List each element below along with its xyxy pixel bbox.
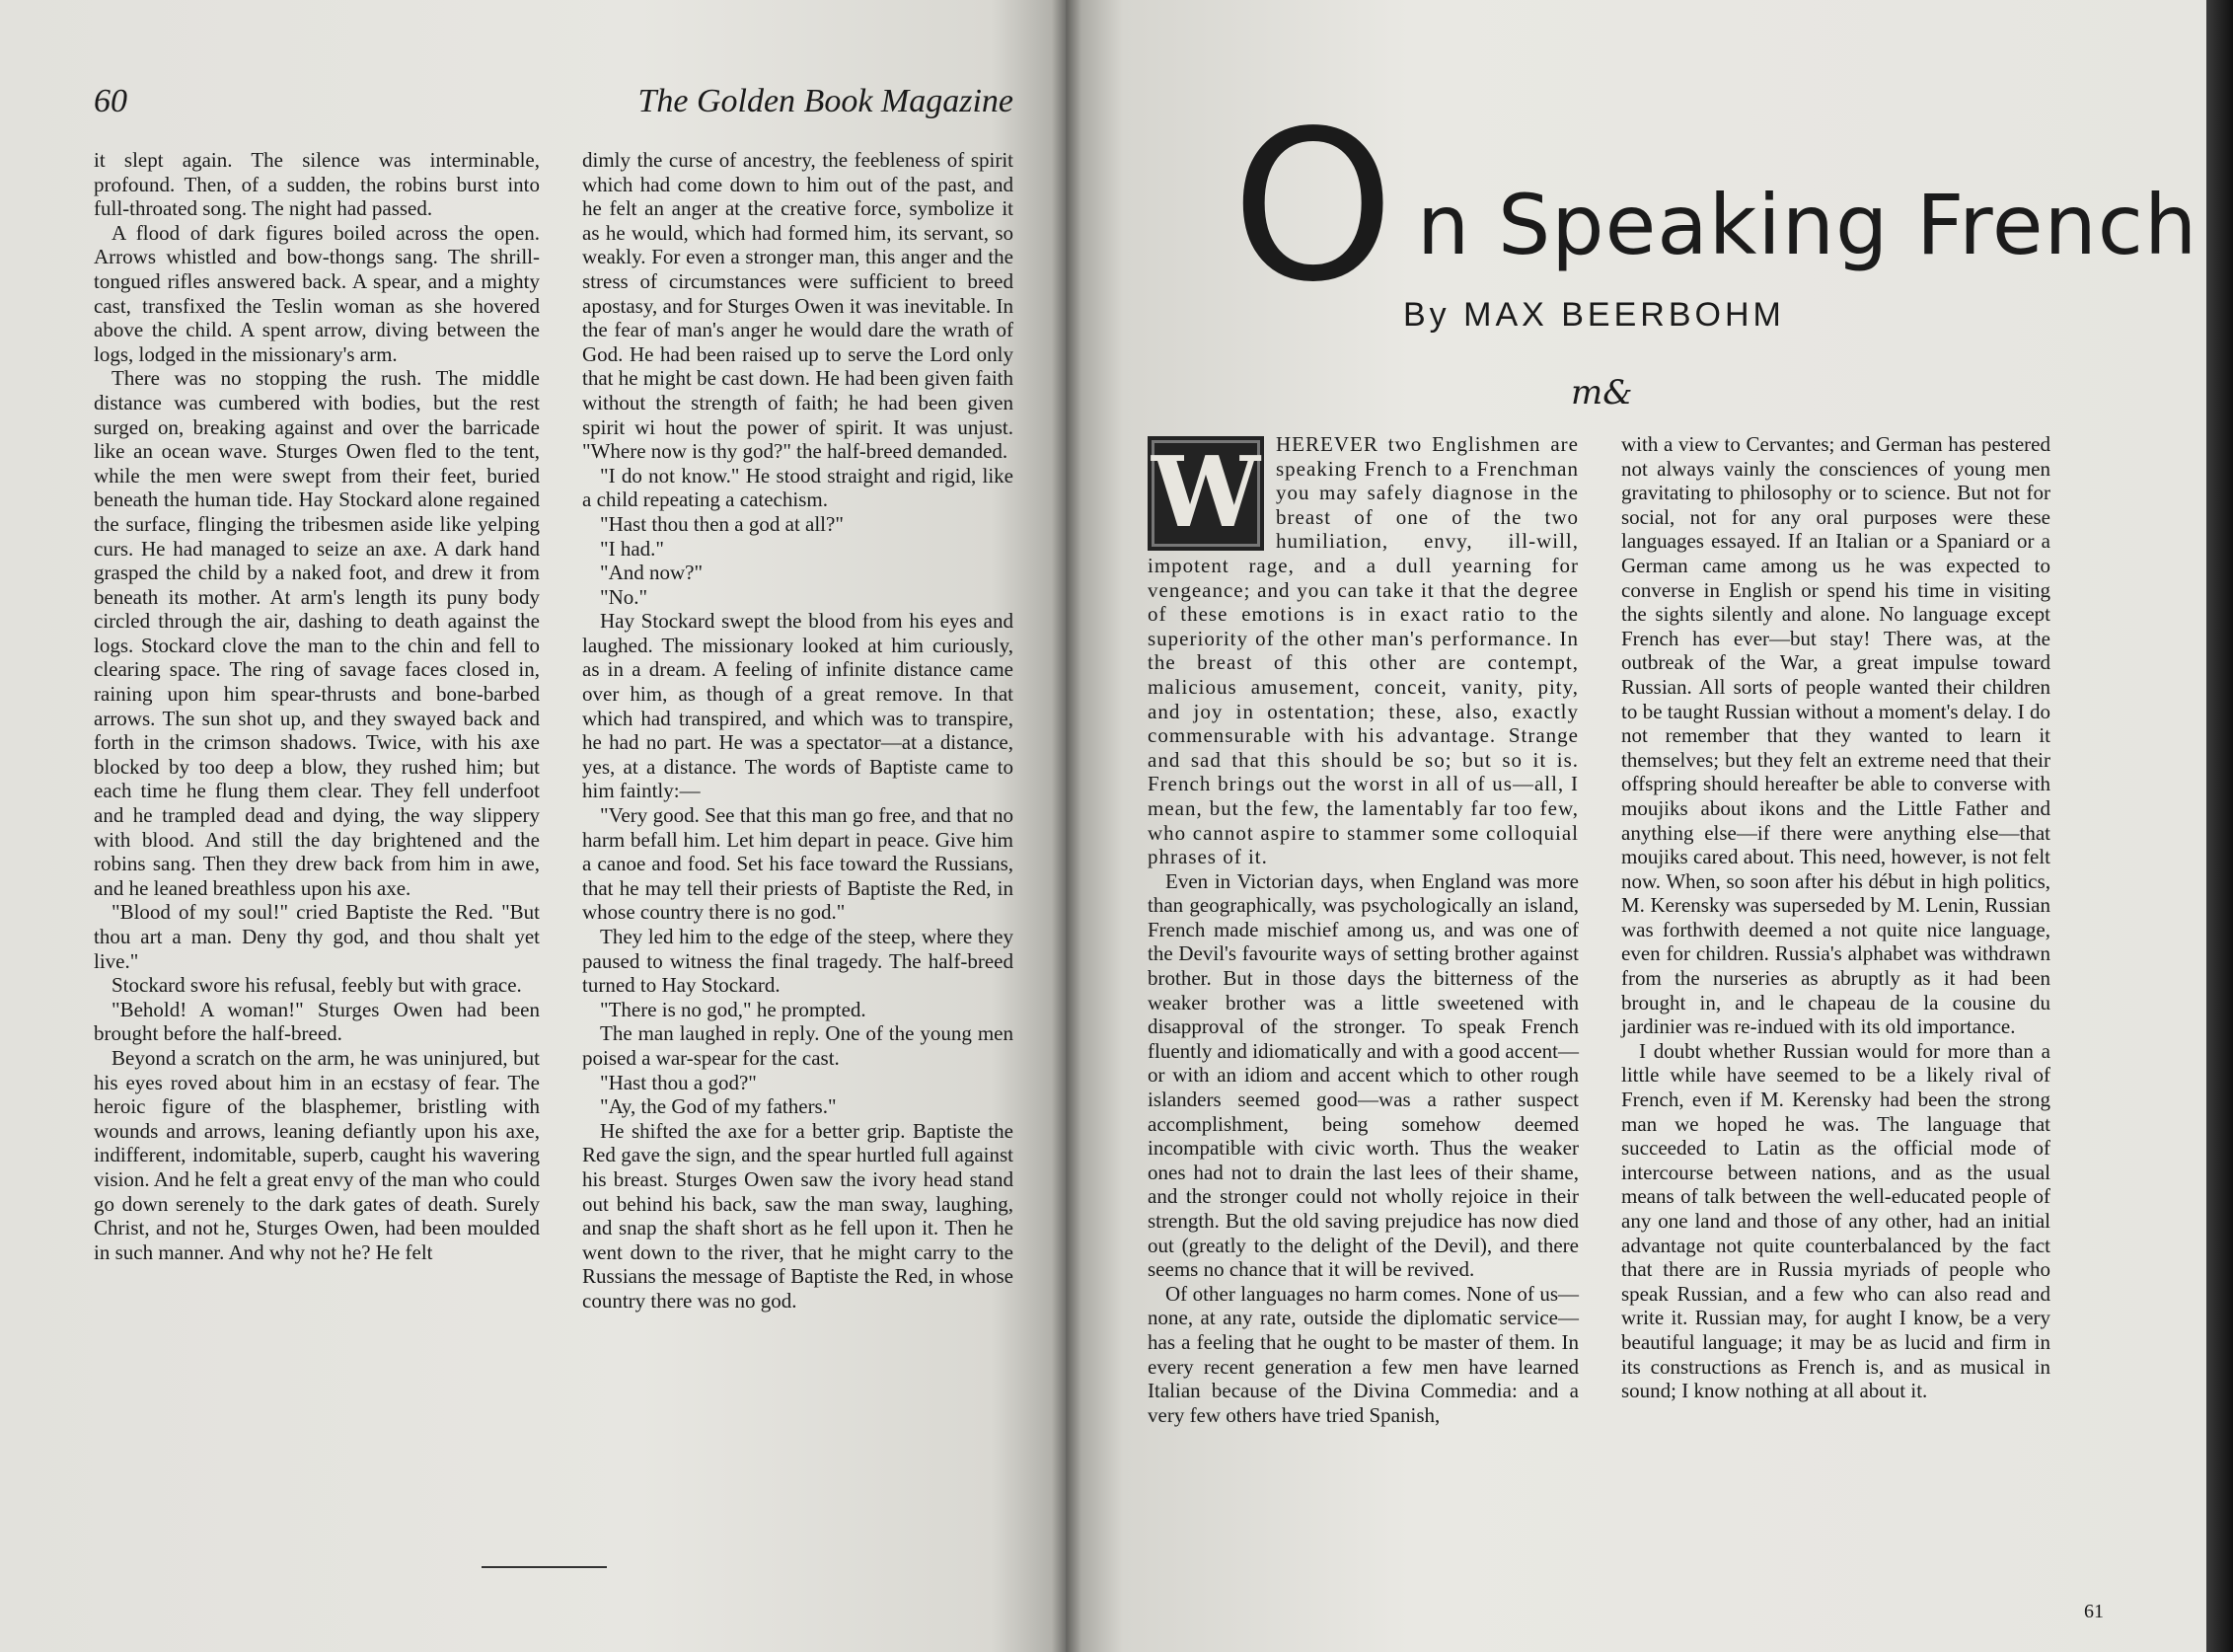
right-column-1 bbox=[1148, 432, 1579, 1427]
paragraph: The man laughed in reply. One of the young men poised a war-spear for the cast. bbox=[582, 1021, 1013, 1070]
running-head bbox=[94, 83, 1013, 132]
paragraph: Of other languages no harm comes. None of us—none, at any rate, outside the diplomatic service—has a feeling that he ought to be master of them. In every recent generation a few men have learned Italian because of the Divina Commedia: and a very few others have tried Spanish, bbox=[1148, 1281, 1579, 1427]
paragraph: I doubt whether Russian would for more than a little while have seemed to be a likely rival of French, even if M. Kerensky had been the strong man we hoped he was. The language that succeeded to Latin as the official mode of intercourse between nations, and as the usual means of talk between the well-educated people of any one land and those of any other, had an initial advantage not quite counterbalanced by the fact that there are in Russia myriads of people who speak Russian, and a few who can also read and write it. Russian may, for aught I know, be a very beautiful language; it may be as lucid and firm in its constructions as French is, and as musical in sound; I know nothing at all about it. bbox=[1621, 1038, 2050, 1403]
paragraph: He shifted the axe for a better grip. Baptiste the Red gave the sign, and the spear hurtled full against his breast. Sturges Owen saw the ivory head stand out behind his back, saw the man sway, laughing, and snap the shaft short as he fell upon it. Then he went down to the river, that he might carry to the Russians the message of Baptiste the Red, in whose country there was no god. bbox=[582, 1118, 1013, 1313]
end-rule bbox=[482, 1566, 607, 1568]
paragraph: "And now?" bbox=[600, 561, 704, 585]
paragraph: with a view to Cervantes; and German has pestered not always vainly the consciences of young men gravitating to philosophy or to science. But not for social, not for any oral purposes were these languages essayed. If an Italian or a Spaniard or a German came among us he was expected to converse in English or spend his time in visiting the sights silently and alone. No language except French has ever—but stay! There was, at the outbreak of the War, a great impulse toward Russian. All sorts of people wanted their children to be taught Russian without a moment's delay. I do not remember that they wanted to learn it themselves; but they felt an extreme need that their offspring should hereafter be able to converse with moujiks about ikons and the Little Father and anything else—if there were anything else—that moujiks cared about. This need, however, is not felt now. When, so soon after his début in high politics, M. Kerensky was superseded by M. Lenin, Russian was forthwith deemed a not quite nice language, even for children. Russia's alphabet was withdrawn from the nurseries as abruptly as it had been brought in, and le chapeau de la cousine du jardinier was re-indued with its old importance. bbox=[1621, 432, 2050, 1039]
magazine-title: The Golden Book Magazine bbox=[637, 83, 1013, 119]
paragraph: "Blood of my soul!" cried Baptiste the Red. "But thou art a man. Deny thy god, and thou shalt yet live." bbox=[94, 900, 540, 973]
page-number-right: 61 bbox=[2084, 1601, 2104, 1622]
paragraph: "Very good. See that this man go free, and that no harm befall him. Let him depart in peace. Give him a canoe and food. Set his face toward the Russians, that he may tell their priests of Baptiste the Red, in whose country there is no god." bbox=[582, 803, 1013, 925]
title-initial: O bbox=[1231, 86, 1391, 328]
paragraph: it slept again. The silence was interminable, profound. Then, of a sudden, the robins burst into full-throated song. The night had passed. bbox=[94, 148, 540, 221]
paragraph: They led him to the edge of the steep, where they paused to witness the final tragedy. The half-breed turned to Hay Stockard. bbox=[582, 925, 1013, 998]
paragraph: Even in Victorian days, when England was more than geographically, was psychologically an island, French made mischief among us, and was one of the Devil's favourite ways of setting brother against brother. But in those days the bitterness of the weaker brother was a little sweetened with disapproval of the stronger. To speak French fluently and idiomatically and with a good accent—or with an idiom and accent which to other rough islanders seemed good—was a rather suspect accomplishment, being somehow deemed incompatible with civic worth. Thus the weaker ones had not to drain the last lees of their shame, and the stronger could not wholly rejoice in their strength. But the old saving prejudice has now died out (greatly to the delight of the Devil), and there seems no chance that it will be revived. bbox=[1148, 868, 1579, 1282]
paragraph: HEREVER two Englishmen are speaking French to a Frenchman you may safely diagnose in the breast of one of the two humiliation, envy, ill-will, impotent rage, and a dull yearning for vengeance; and you can take it that the degree of these emotions is in exact ratio to the superiority of the other man's performance. In the breast of this other are contempt, malicious amusement, conceit, vanity, pity, and joy in ostentation; these, also, exactly commensurable with his advantage. Strange and sad that this should be so; but so it is. French brings out the worst in all of us—all, I mean, but the few, the lamentably far too few, who cannot aspire to stammer some colloquial phrases of it. bbox=[1148, 432, 1579, 869]
left-column-1 bbox=[94, 148, 540, 1264]
paragraph: "Hast thou then a god at all?" bbox=[600, 511, 844, 536]
paragraph: dimly the curse of ancestry, the feebleness of spirit which had come down to him out of the past, and he felt an anger at the creative force, symbolize it as he would, which had formed him, its servant, so weakly. For even a stronger man, this anger and the stress of circumstances were sufficient to breed apostasy, and for Sturges Owen it was inevitable. In the fear of man's anger he would dare the wrath of God. He had been raised up to serve the Lord only that he might be cast down. He had been given faith without the strength of faith; he had been given spirit wi hout the power of spirit. It was unjust. "Where now is thy god?" the half-breed demanded. bbox=[582, 148, 1013, 464]
paragraph: "I do not know." He stood straight and rigid, like a child repeating a catechism. bbox=[582, 463, 1013, 512]
page-number-left: 60 bbox=[94, 83, 127, 119]
paragraph: A flood of dark figures boiled across the open. Arrows whistled and bow-thongs sang. The shrill-tongued rifles answered back. A spear, and a mighty cast, transfixed the Teslin woman as she hovered above the child. A spent arrow, diving between the logs, lodged in the missionary's arm. bbox=[94, 220, 540, 366]
paragraph: "Hast thou a god?" bbox=[600, 1070, 757, 1094]
book-gutter bbox=[1052, 0, 1081, 1652]
paragraph: "There is no god," he prompted. bbox=[600, 997, 866, 1021]
title-text: n Speaking French bbox=[1417, 177, 2198, 273]
paragraph: Stockard swore his refusal, feebly but with grace. bbox=[112, 973, 522, 998]
paragraph: Hay Stockard swept the blood from his eyes and laughed. The missionary looked at him curiously, as in a dream. A feeling of infinite distance came over him, as though of a great remove. In that which had transpired, and which was to transpire, he had no part. He was a spectator—at a distance, yes, at a distance. The words of Baptiste came to him faintly:— bbox=[582, 609, 1013, 803]
left-column-2 bbox=[582, 148, 1013, 1314]
paragraph: "No." bbox=[600, 584, 648, 609]
page-edge bbox=[2206, 0, 2233, 1652]
paragraph: "I had." bbox=[600, 536, 664, 561]
paragraph: Beyond a scratch on the arm, he was uninjured, but his eyes roved about him in an ecstasy of fear. The heroic figure of the blasphemer, bristling with wounds and arrows, leaning defiantly upon his axe, indifferent, indomitable, superb, caught his wavering vision. And he felt a great envy of the man who could go down serenely to the dark gates of death. Surely Christ, and not he, Sturges Owen, had been moulded in such manner. And why not he? He felt bbox=[94, 1045, 540, 1264]
paragraph: There was no stopping the rush. The middle distance was cumbered with bodies, but the rest surged on, breaking against and over the barricade like an ocean wave. Sturges Owen fled to the tent, while the men were swept from their feet, buried beneath the human tide. Hay Stockard alone regained the surface, flinging the tribesmen aside like yelping curs. He had managed to seize an axe. A dark hand grasped the child by a naked foot, and drew it from beneath its mother. At arm's length its puny body circled through the air, dashing to death against the logs. Stockard clove the man to the chin and fell to clearing space. The ring of savage faces closed in, raining upon him spear-thrusts and bone-barbed arrows. The sun shot up, and they swayed back and forth in the crimson shadows. Twice, with his axe blocked by too deep a blow, they rushed him; but each time he flung them clear. They fell underfoot and he trampled dead and dying, the way slippery with blood. And still the day brightened and the robins sang. Then they drew back from him in awe, and he leaned breathless upon his axe. bbox=[94, 366, 540, 900]
paragraph: "Behold! A woman!" Sturges Owen had been brought before the half-breed. bbox=[94, 997, 540, 1046]
left-page bbox=[0, 0, 1066, 1652]
byline: By MAX BEERBOHM bbox=[1403, 296, 1785, 334]
drop-cap-w: W bbox=[1148, 436, 1264, 551]
paragraph: "Ay, the God of my fathers." bbox=[600, 1094, 837, 1119]
ornament-monogram: m& bbox=[1571, 373, 1633, 413]
right-column-2 bbox=[1621, 432, 2050, 1403]
